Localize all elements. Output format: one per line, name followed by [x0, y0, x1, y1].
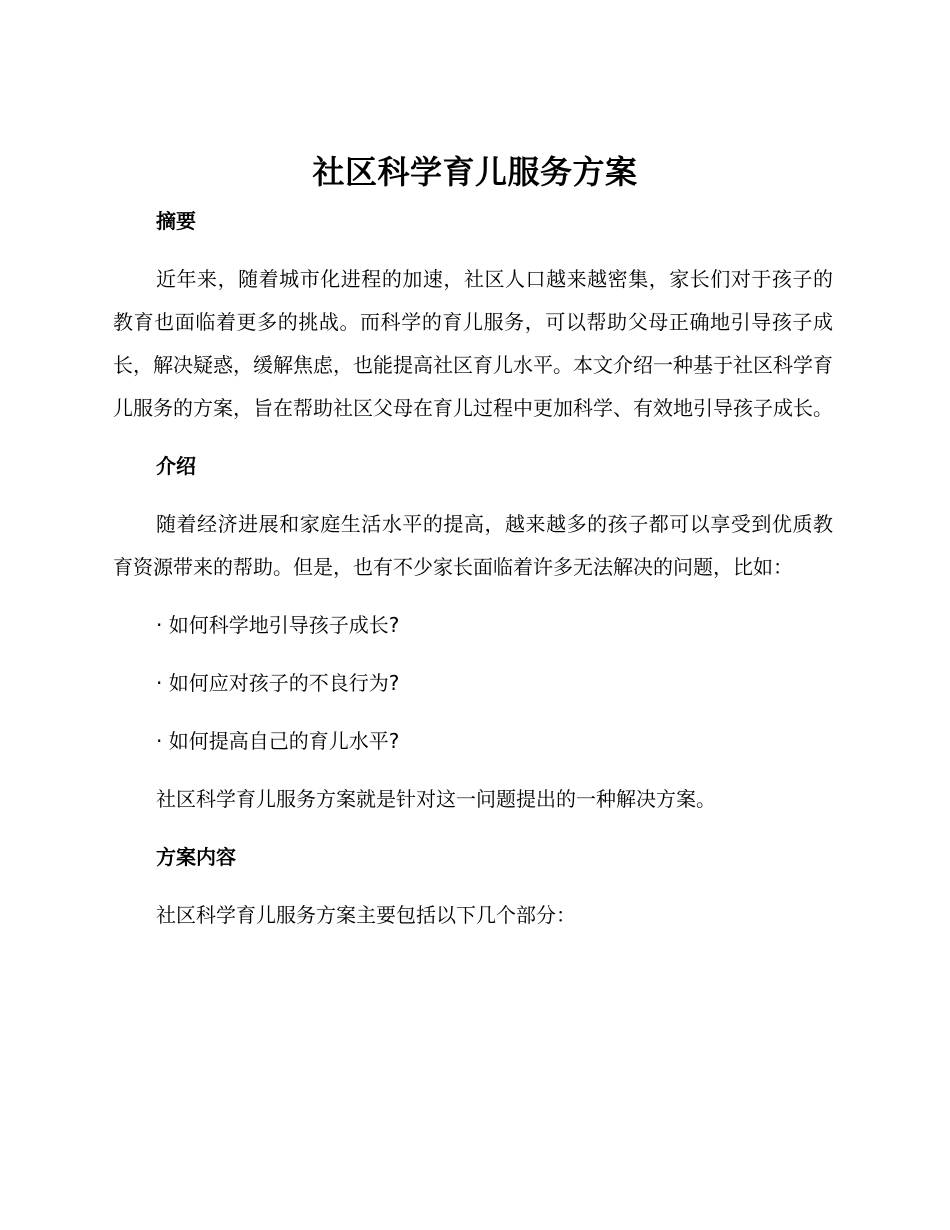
bullet-item-2: · 如何应对孩子的不良行为?: [156, 671, 400, 695]
document-title: 社区科学育儿服务方案: [312, 153, 638, 191]
section-heading-plan: 方案内容: [156, 845, 236, 869]
abstract-paragraph: 近年来，随着城市化进程的加速，社区人口越来越密集，家长们对于孩子的教育也面临着更多的挑战。而科学的育儿服务，可以帮助父母正确地引导孩子成长，解决疑惑，缓解焦虑，也能提高社区育儿水平。本文介绍一种基于社区科学育儿服务的方案，旨在帮助社区父母在育儿过程中更加科学、有效地引导孩子成长。: [113, 267, 833, 420]
document-body: [113, 200, 833, 937]
section-heading-abstract: 摘要: [156, 209, 196, 233]
bullet-item-3: · 如何提高自己的育儿水平?: [156, 729, 400, 753]
intro-closing-paragraph: 社区科学育儿服务方案就是针对这一问题提出的一种解决方案。: [156, 787, 716, 811]
intro-paragraph: 随着经济进展和家庭生活水平的提高，越来越多的孩子都可以享受到优质教育资源带来的帮助。但是，也有不少家长面临着许多无法解决的问题，比如：: [113, 512, 833, 579]
plan-paragraph: 社区科学育儿服务方案主要包括以下几个部分：: [156, 903, 576, 927]
section-heading-intro: 介绍: [156, 454, 196, 478]
bullet-item-1: · 如何科学地引导孩子成长?: [156, 613, 400, 637]
